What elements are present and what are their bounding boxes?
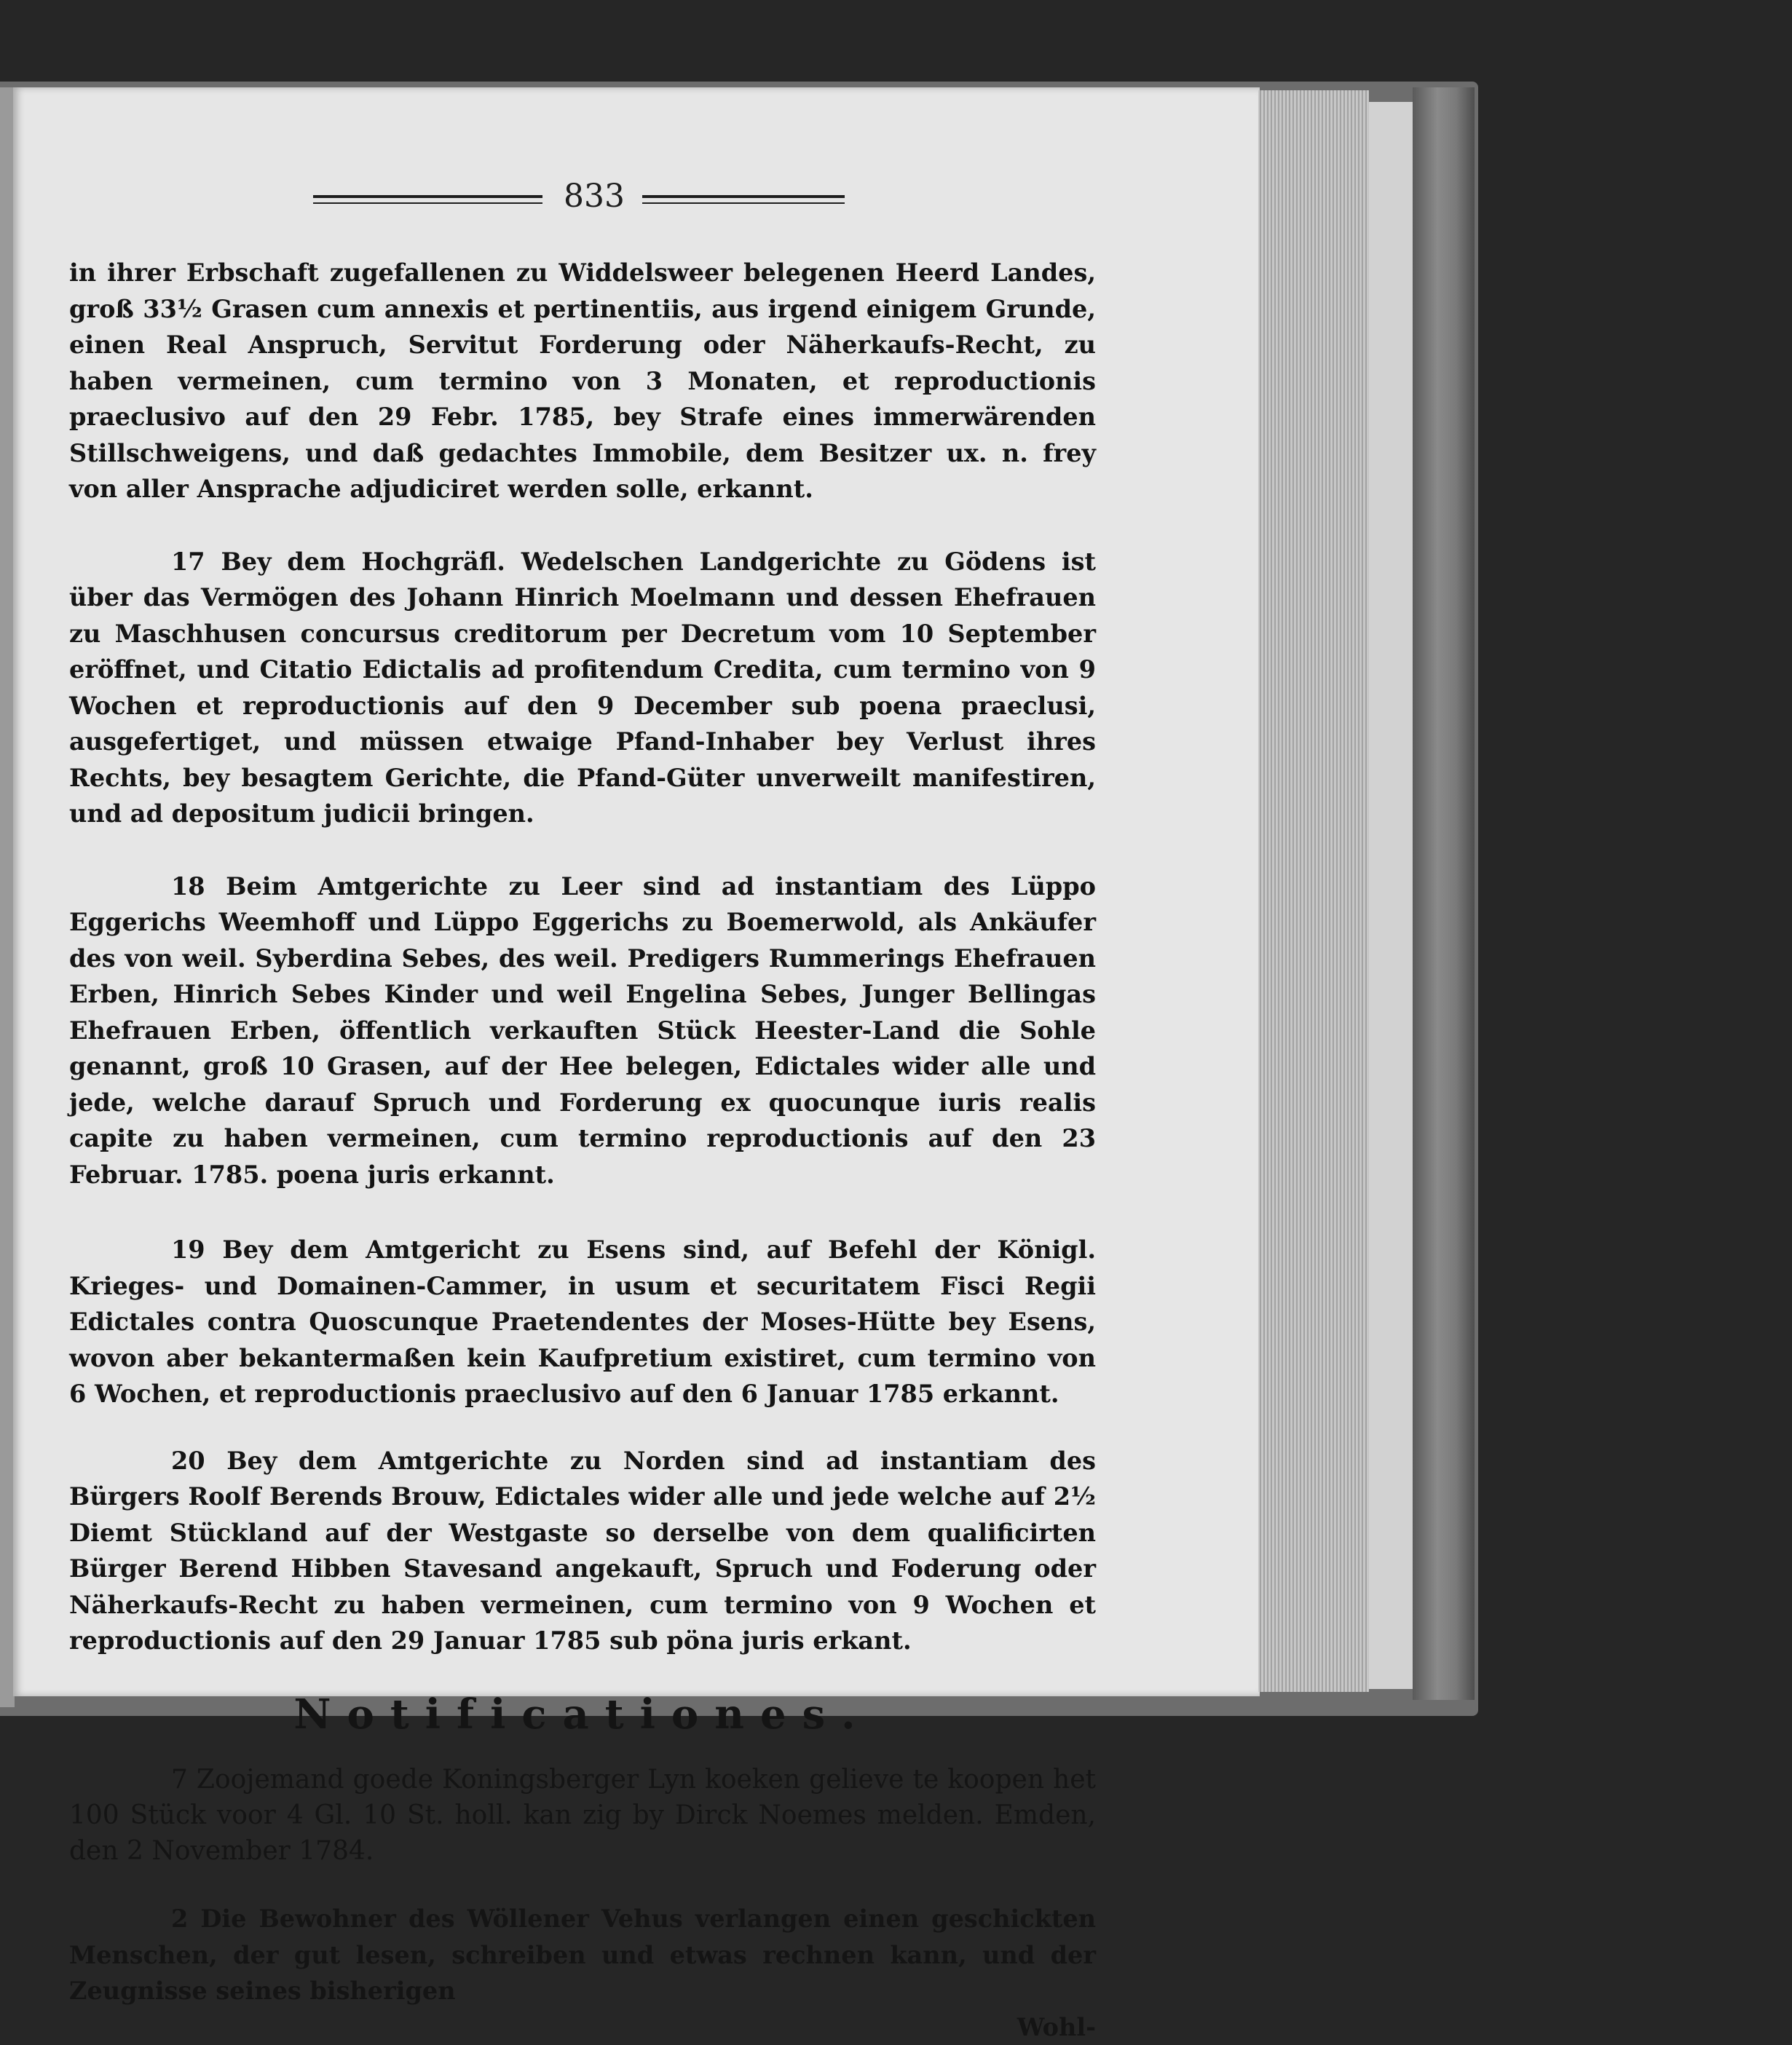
page-number: 833 [550,178,639,215]
paragraph-continued: in ihrer Erbschaft zugefallenen zu Widdelsweer belegenen Heerd Landes, groß 33½ Grasen cum annexis et pertinentiis, aus irgend einigem Grunde, einen Real Anspruch, Servitut Forderung oder Näherkaufs-Recht, zu haben vermeinen, cum termino von 3 Monaten, et reproductionis praeclusivo auf den 29 Febr. 1785, bey Strafe eines immerwärenden Stillschweigens, und daß gedachtes Immobile, dem Besitzer ux. n. frey von aller Ansprache adjudiciret werden solle, erkannt. [69,255,1096,507]
paragraph-20: 20 Bey dem Amtgerichte zu Norden sind ad instantiam des Bürgers Roolf Berends Brouw, Edictales wider alle und jede welche auf 2½ Diemt Stückland auf der Westgaste so derselbe von dem qualificirten Bürger Berend Hibben Stavesand angekauft, Spruch und Foderung oder Näherkaufs-Recht zu haben vermeinen, cum termino von 9 Wochen et reproductionis auf den 29 Januar 1785 sub pöna juris erkant. [69,1443,1096,1659]
section-heading: Notificationes. [69,1697,1096,1733]
header-rule-right [642,195,845,198]
paragraph-18: 18 Beim Amtgerichte zu Leer sind ad instantiam des Lüppo Eggerichs Weemhoff und Lüppo Eggerichs zu Boemerwold, als Ankäufer des von weil. Syberdina Sebes, des weil. Predigers Rummerings Ehefrauen Erben, Hinrich Sebes Kinder und weil Engelina Sebes, Junger Bellingas Ehefrauen Erben, öffentlich verkauften Stück Heester-Land die Sohle genannt, groß 10 Grasen, auf der Hee belegen, Edictales wider alle und jede, welche darauf Spruch und Forderung ex quocunque iuris realis capite zu haben vermeinen, cum termino reproductionis auf den 23 Februar. 1785. poena juris erkannt. [69,869,1096,1193]
page-block-fore-edge [1369,102,1413,1689]
paragraph-19: 19 Bey dem Amtgericht zu Esens sind, auf Befehl der Königl. Krieges- und Domainen-Cammer, in usum et securitatem Fisci Regii Edictales contra Quoscunque Praetendentes der Moses-Hütte bey Esens, wovon aber bekantermaßen kein Kaufpretium existiret, cum termino von 6 Wochen, et reproductionis praeclusivo auf den 6 Januar 1785 erkannt. [69,1232,1096,1412]
page-block-edge [1258,90,1369,1692]
paragraph-17: 17 Bey dem Hochgräfl. Wedelschen Landgerichte zu Gödens ist über das Vermögen des Johann Hinrich Moelmann und dessen Ehefrauen zu Maschhusen concursus creditorum per Decretum vom 10 September eröffnet, und Citatio Edictalis ad profitendum Credita, cum termino von 9 Wochen et reproductionis auf den 9 December sub poena praeclusi, ausgefertiget, und müssen etwaige Pfand-Inhaber bey Verlust ihres Rechts, bey besagtem Gerichte, die Pfand-Güter unverweilt manifestiren, und ad depositum judicii bringen. [69,544,1096,832]
notice-7: 7 Zoojemand goede Koningsberger Lyn koeken gelieve te koopen het 100 Stück voor 4 Gl. 10 St. holl. kan zig by Dirck Noemes melden. Emden, den 2 November 1784. [69,1762,1096,1869]
notice-2: 2 Die Bewohner des Wöllener Vehus verlangen einen geschickten Menschen, der gut lesen, schreiben und etwas rechnen kann, und der Zeugnisse seines bisherigen [69,1901,1096,2009]
header-rule-left [313,195,542,198]
catchword: Wohl- [69,2009,1096,2045]
page-body [69,255,1096,2045]
page-header [313,173,845,217]
cover-board [1413,87,1475,1700]
facing-page-edge [0,87,15,1707]
